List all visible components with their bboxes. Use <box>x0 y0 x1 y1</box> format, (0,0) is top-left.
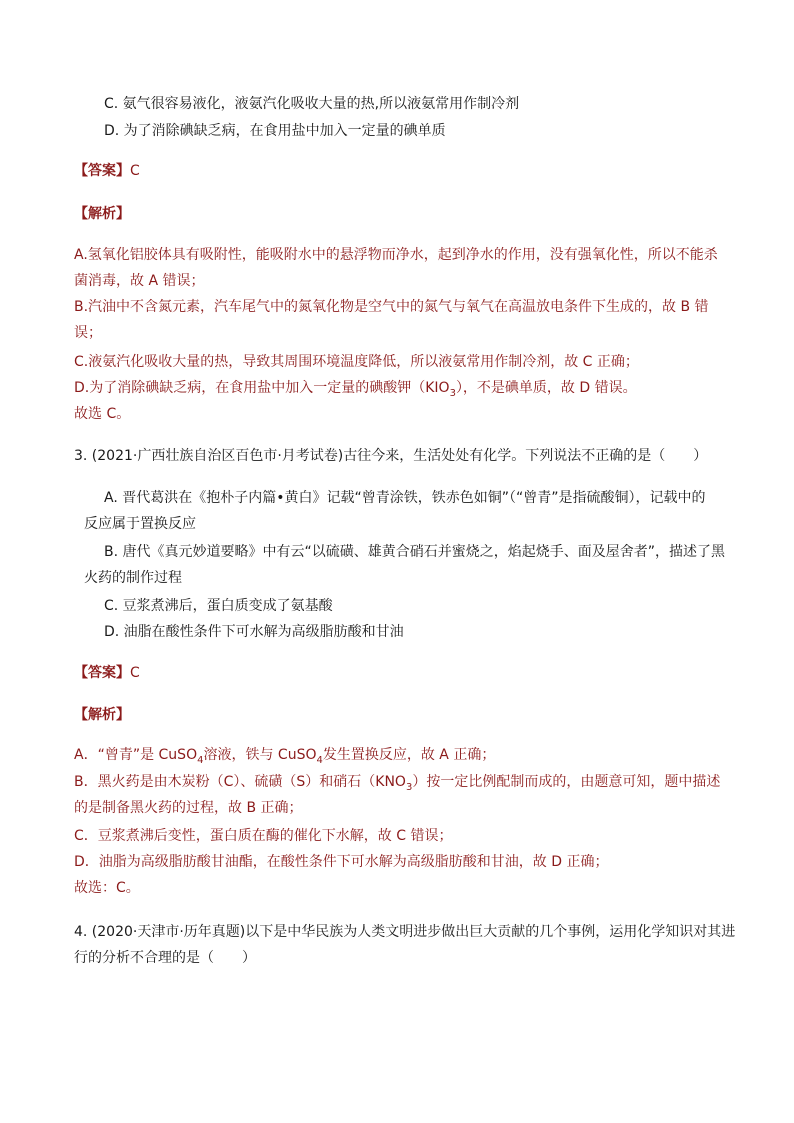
q3-option-c: C. 豆浆煮沸后，蛋白质变成了氨基酸 <box>104 598 333 614</box>
q2-analysis-line: A.氢氧化铝胶体具有吸附性，能吸附水中的悬浮物而净水，起到净水的作用，没有强氧化性，所以不能杀 <box>74 247 718 263</box>
q3-option-a-cont: 反应属于置换反应 <box>84 516 196 532</box>
q3-option-d: D. 油脂在酸性条件下可水解为高级脂肪酸和甘油 <box>104 624 404 640</box>
q3-analysis-a: A．“曾青”是 CuSO$_4$溶液，铁与 CuSO$_4$发生置换反应，故 A 正确； <box>74 747 496 766</box>
q2-analysis-line-d: D.为了消除碘缺乏病，在食用盐中加入一定量的碘酸钾$(KIO_3)$，不是碘单质，故 D 错误。 <box>74 380 637 399</box>
q2-option-c: C. 氨气很容易液化，液氨汽化吸收大量的热,所以液氨常用作制冷剂 <box>104 96 520 112</box>
q2-conclusion: 故选 C。 <box>74 406 131 422</box>
q2-option-d: D. 为了消除碘缺乏病，在食用盐中加入一定量的碘单质 <box>104 123 446 139</box>
q3-option-b: B. 唐代《真元妙道要略》中有云“以硫磺、雄黄合硝石并蜜烧之，焰起烧手、面及屋舍者”，描述了黑 <box>104 544 726 560</box>
answer-value: C <box>130 163 140 179</box>
q2-analysis-line: B.汽油中不含氮元素，汽车尾气中的氮氧化物是空气中的氮气与氧气在高温放电条件下生成的，故 B 错 <box>74 299 709 315</box>
q4-stem: 4. (2020·天津市·历年真题)以下是中华民族为人类文明进步做出巨大贡献的几个事例，运用化学知识对其进 <box>74 924 736 940</box>
q2-analysis-line: 误； <box>74 325 102 341</box>
q2-answer <box>74 161 140 181</box>
q4-stem-cont: 行的分析不合理的是（ ） <box>74 950 256 966</box>
q3-analysis-b: B．黑火药是由木炭粉（C）、硫磺（S）和硝石$(KNO_3)$按一定比例配制而成的，由题意可知，题中描述 <box>74 774 721 793</box>
q3-analysis-b-cont: 的是制备黑火药的过程，故 B 正确； <box>74 800 303 816</box>
q3-stem: 3. (2021·广西壮族自治区百色市·月考试卷)古往今来，生活处处有化学。下列说法不正确的是（ ） <box>74 448 708 464</box>
q3-answer <box>74 663 140 683</box>
q2-analysis-line: 菌消毒，故 A 错误； <box>74 273 205 289</box>
q3-option-a: A. 晋代葛洪在《抱朴子内篇•黄白》记载“曾青涂铁，铁赤色如铜”（“曾青”是指硫酸铜），记载中的 <box>104 490 706 506</box>
q3-analysis-d: D．油脂为高级脂肪酸甘油酯，在酸性条件下可水解为高级脂肪酸和甘油，故 D 正确； <box>74 854 609 870</box>
q3-conclusion: 故选：C。 <box>74 880 140 896</box>
answer-label: 【答案】 <box>74 665 130 681</box>
q2-analysis-line: C.液氨汽化吸收大量的热，导致其周围环境温度降低，所以液氨常用作制冷剂，故 C 正确； <box>74 354 639 370</box>
answer-label: 【答案】 <box>74 163 130 179</box>
q3-option-b-cont: 火药的制作过程 <box>84 570 182 586</box>
answer-value: C <box>130 665 140 681</box>
q2-analysis-label: 【解析】 <box>74 206 130 222</box>
q3-analysis-label: 【解析】 <box>74 707 130 723</box>
q3-analysis-c: C．豆浆煮沸后变性，蛋白质在酶的催化下水解，故 C 错误； <box>74 828 453 844</box>
